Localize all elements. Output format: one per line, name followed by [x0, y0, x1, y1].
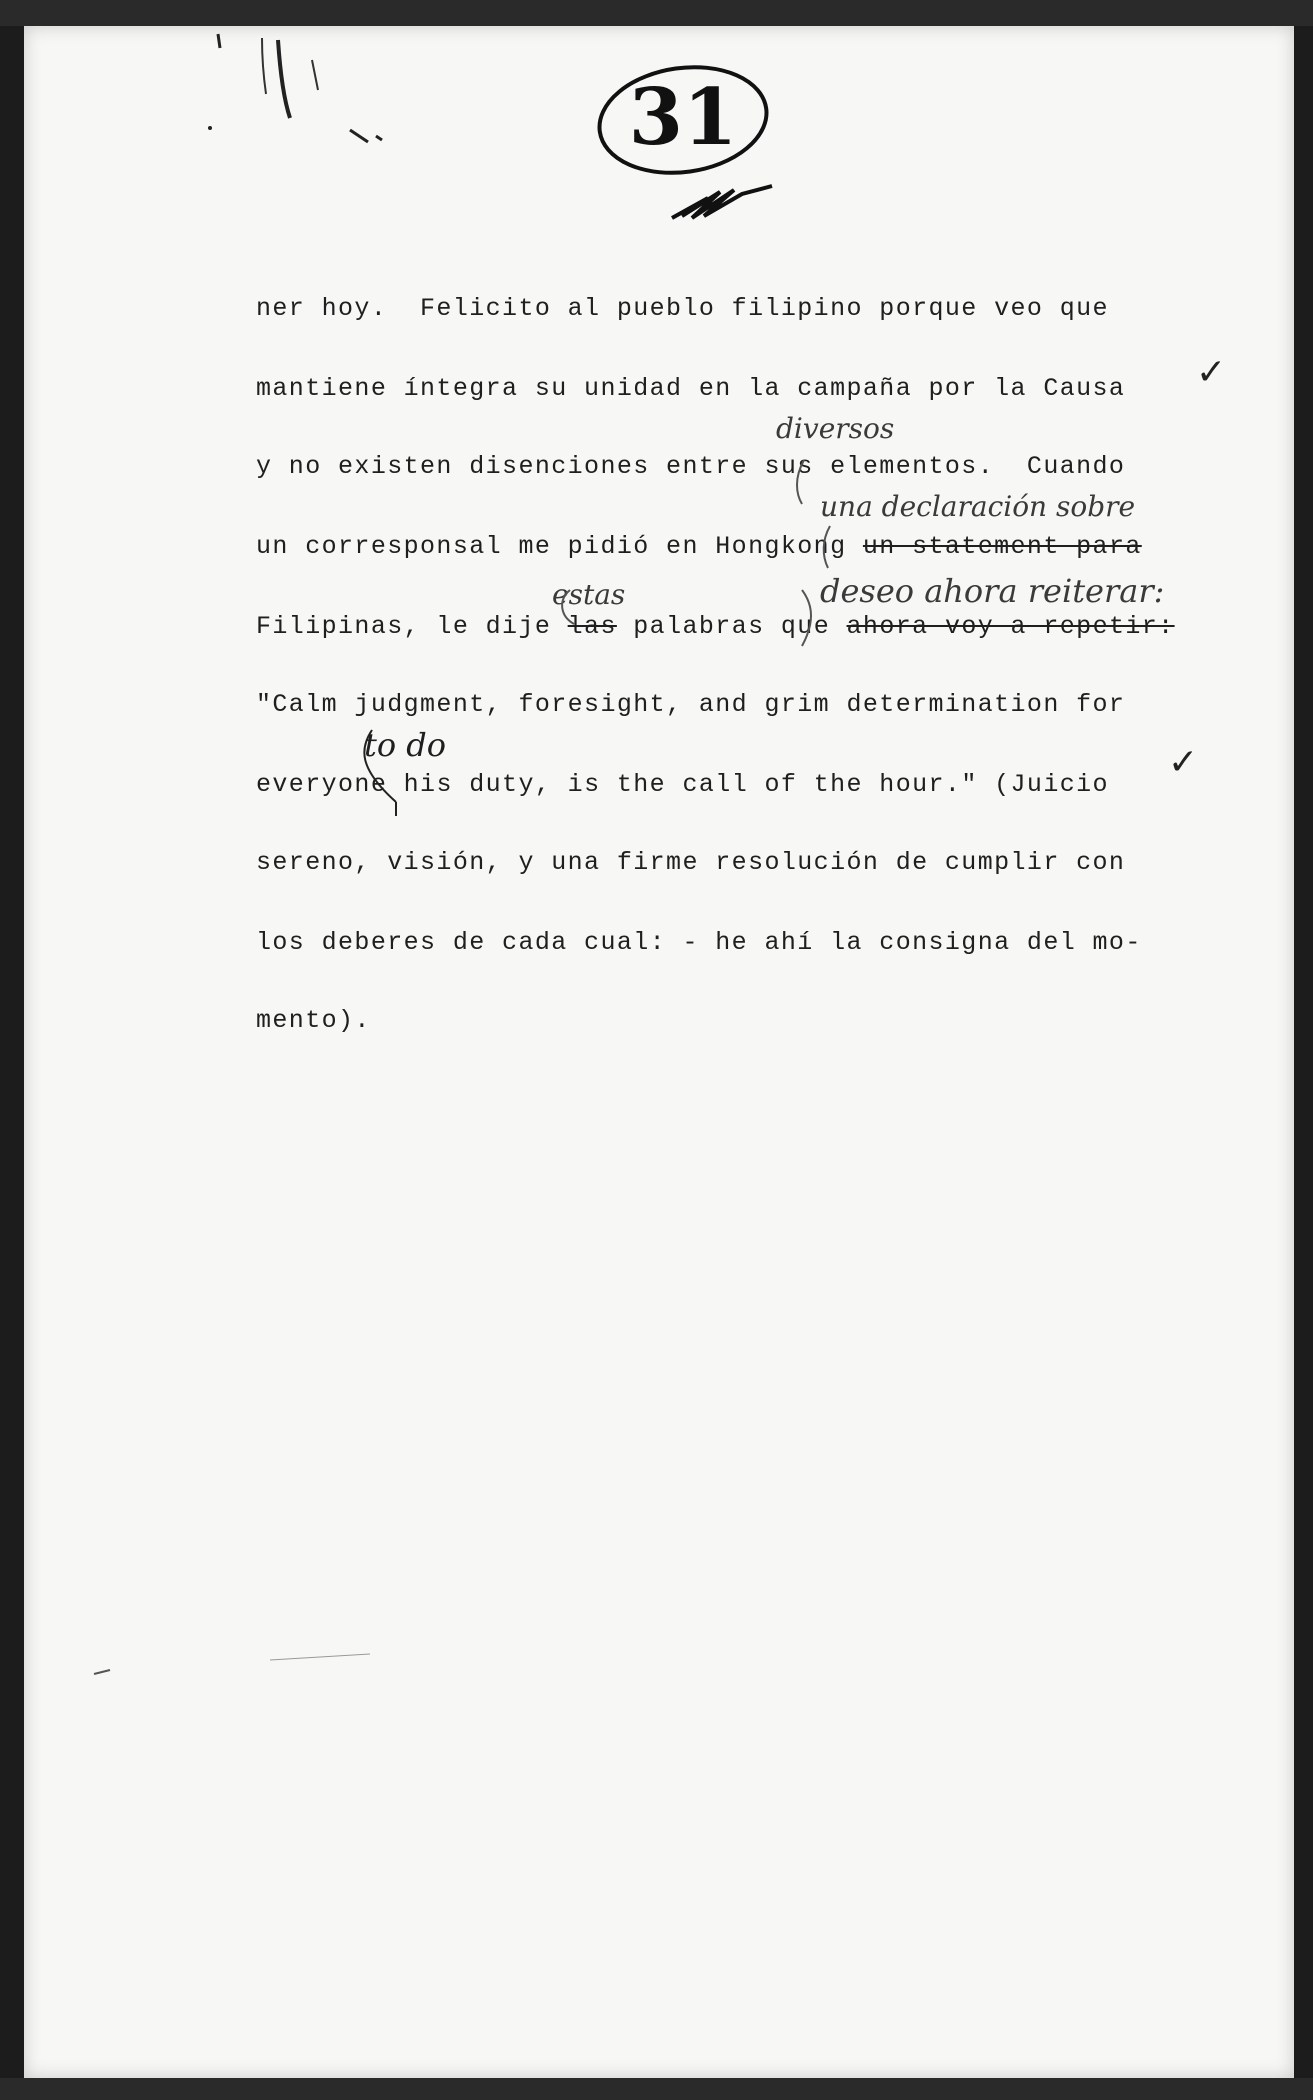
handwritten-diversos: diversos: [776, 412, 895, 445]
typed-line-10: mento).: [256, 1006, 371, 1035]
typed-line-4-text: un corresponsal me pidió en Hongkong: [256, 532, 847, 561]
typed-line-3: y no existen disenciones entre sus elementos. Cuando: [256, 452, 1126, 481]
handwritten-una-declaracion: una declaración sobre: [820, 490, 1136, 523]
handwritten-to-do: to do: [364, 726, 447, 764]
typed-line-1: ner hoy. Felicito al pueblo filipino porque veo que: [256, 294, 1109, 323]
typed-line-5-middle: palabras que: [633, 612, 831, 641]
stray-ink-marks: [200, 30, 390, 150]
typed-line-2: mantiene íntegra su unidad en la campaña por la Causa: [256, 374, 1126, 403]
check-mark-2: ✓: [1168, 742, 1199, 783]
handwritten-deseo-reiterar: deseo ahora reiterar:: [820, 572, 1165, 610]
struck-text-las: las: [567, 612, 617, 641]
struck-text-repetir: ahora voy a repetir:: [846, 612, 1175, 641]
handwritten-estas: estas: [552, 578, 626, 611]
scan-edge-top: [0, 0, 1313, 26]
typed-line-5-start: Filipinas, le dije: [256, 612, 552, 641]
check-mark-1: ✓: [1196, 352, 1227, 393]
typed-line-7-start: everyone: [256, 770, 388, 799]
scan-specks: [90, 1640, 390, 1680]
typed-line-6: "Calm judgment, foresight, and grim determination for: [256, 690, 1126, 719]
insertion-brackets: [540, 460, 960, 660]
scan-edge-bottom: [0, 2078, 1313, 2100]
typed-line-7-end: his duty, is the call of the hour." (Juicio: [403, 770, 1109, 799]
insertion-bracket-to-do: [350, 728, 410, 818]
page-number: [594, 58, 772, 176]
scribble-mark: [668, 172, 778, 232]
document-page: [24, 26, 1294, 2078]
typed-line-9: los deberes de cada cual: - he ahí la consigna del mo-: [256, 928, 1142, 957]
struck-text-statement: un statement para: [862, 532, 1142, 561]
typed-line-8: sereno, visión, y una firme resolución de cumplir con: [256, 848, 1126, 877]
page-number-text: 31: [628, 72, 738, 163]
